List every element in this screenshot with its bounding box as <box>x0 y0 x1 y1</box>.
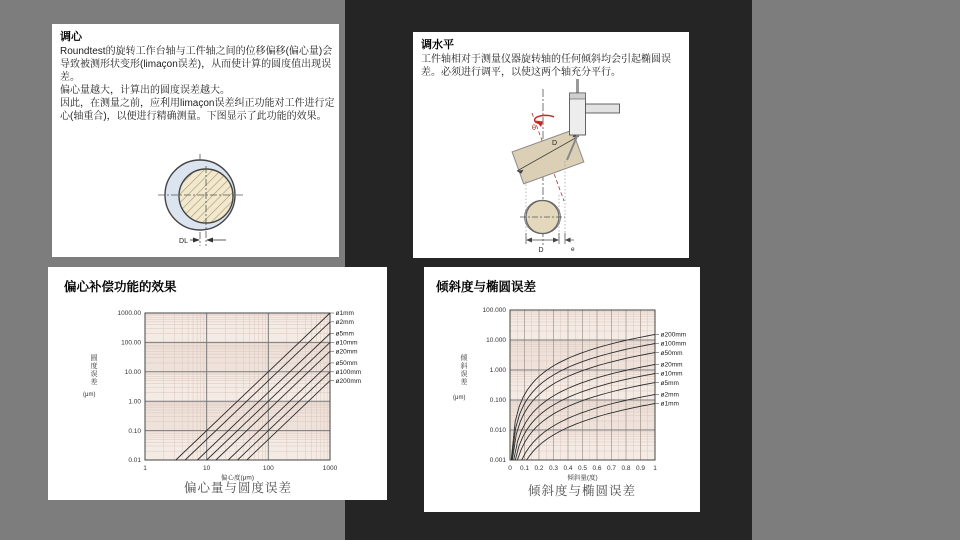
y-tick-label: 1000.00 <box>117 310 141 318</box>
section-body-leveling <box>413 53 689 79</box>
disc-diameter-label: D <box>552 140 558 147</box>
series-label: ø100mm <box>660 340 687 348</box>
offset-label: DL <box>179 238 188 245</box>
y-tick-label: 10.000 <box>486 337 506 345</box>
series-label: ø5mm <box>335 330 354 338</box>
tilt-angle-label: θ <box>531 123 536 132</box>
x-tick-label: 0.2 <box>534 465 544 472</box>
paragraph: 因此，在测量之前，应利用limaçon误差纠正功能对工件进行定心(轴重合)，以便进行精确测量。下图显示了此功能的效果。 <box>60 98 335 122</box>
x-tick-label: 1 <box>143 465 147 472</box>
series-label: ø50mm <box>660 349 683 357</box>
dim-arrow-left <box>193 238 200 243</box>
x-tick-label: 0.3 <box>548 465 559 472</box>
probe-shaft <box>576 79 579 93</box>
x-tick-label: 10 <box>203 465 211 472</box>
paragraph: 偏心量越大，计算出的圆度误差越大。 <box>60 85 230 96</box>
y-tick-label: 0.01 <box>128 457 141 465</box>
x-tick-label: 0.6 <box>592 465 602 472</box>
y-tick-label: 1.000 <box>489 367 506 375</box>
series-label: ø50mm <box>335 360 358 368</box>
y-tick-label: 0.010 <box>489 427 506 435</box>
series-label: ø20mm <box>335 348 358 356</box>
dim-arrow <box>565 238 571 243</box>
y-tick-label: 0.10 <box>128 427 141 435</box>
panel-leveling <box>413 32 689 258</box>
series-label: ø200mm <box>335 377 362 385</box>
x-axis-label: 倾斜量(度) <box>567 474 598 482</box>
series-label: ø100mm <box>335 369 362 376</box>
series-label: ø2mm <box>660 391 679 399</box>
x-tick-label: 0.7 <box>606 465 617 472</box>
y-tick-label: 1.00 <box>128 398 141 406</box>
y-axis-unit: (μm) <box>83 392 96 398</box>
series-label: ø5mm <box>660 379 679 387</box>
workpiece-section <box>526 201 559 234</box>
x-tick-label: 0.9 <box>635 465 646 472</box>
inclination-vs-ellipse-chart <box>424 303 700 483</box>
x-tick-label: 0.1 <box>519 465 530 472</box>
series-label: ø200mm <box>660 331 687 339</box>
section-body-centering <box>52 45 339 123</box>
bottom-diameter-label: D <box>538 247 544 254</box>
dim-arrow <box>553 238 559 243</box>
chart-caption-inclination: 倾斜度与椭圆误差 <box>527 484 636 498</box>
y-tick-label: 0.100 <box>489 397 506 405</box>
x-tick-label: 1000 <box>322 465 338 472</box>
tilted-disc <box>512 130 584 184</box>
chart-title-eccentricity: 偏心补偿功能的效果 <box>64 280 177 294</box>
y-axis-unit: (μm) <box>453 395 466 401</box>
y-tick-label: 100.00 <box>121 339 141 347</box>
series-label: ø10mm <box>660 370 683 378</box>
x-tick-label: 0 <box>508 465 512 472</box>
x-tick-label: 0.8 <box>621 465 631 472</box>
series-label: ø1mm <box>660 400 679 408</box>
leveling-diagram <box>413 77 689 258</box>
panel-centering <box>52 24 339 257</box>
eccentric-label: e <box>571 246 575 253</box>
chart-caption-eccentricity: 偏心量与圆度误差 <box>183 481 292 495</box>
paragraph: 工件轴相对于测量仪器旋转轴的任何倾斜均会引起椭圆误差。必须进行调平，以使这两个轴充分平行。 <box>421 54 671 78</box>
section-title-leveling: 调水平 <box>421 39 454 51</box>
series-label: ø10mm <box>335 339 358 347</box>
y-tick-label: 10.00 <box>124 369 141 376</box>
y-axis-label-vertical: 倾斜误差 <box>460 355 468 386</box>
paragraph: Roundtest的旋转工作台轴与工件轴之间的位移偏移(偏心量)会导致被测形状变形(limaçon误差)，从而使计算的圆度值出现误差。 <box>60 46 333 83</box>
dim-arrow <box>526 238 532 243</box>
centering-diagram <box>52 152 339 256</box>
panel-inclination-chart <box>424 267 700 512</box>
probe-cap <box>570 93 586 99</box>
x-tick-label: 100 <box>262 465 274 472</box>
panel-eccentricity-chart <box>48 267 387 500</box>
series-label: ø20mm <box>660 361 683 369</box>
x-tick-label: 0.5 <box>577 465 588 472</box>
series-label: ø2mm <box>335 319 354 327</box>
chart-title-inclination: 倾斜度与椭圆误差 <box>436 280 537 294</box>
y-axis-label-vertical: 圆度误差 <box>90 355 98 386</box>
probe-body <box>570 93 586 135</box>
x-axis-label: 偏心度(μm) <box>221 474 254 482</box>
series-label: ø1mm <box>335 310 354 318</box>
y-tick-label: 100.000 <box>482 307 506 315</box>
x-tick-label: 0.4 <box>563 465 573 472</box>
dim-arrow-right <box>206 238 213 243</box>
eccentricity-vs-roundness-chart <box>48 307 387 483</box>
section-title-centering: 调心 <box>60 31 82 43</box>
probe-arm <box>586 104 620 113</box>
y-tick-label: 0.001 <box>489 457 506 465</box>
x-tick-label: 1 <box>653 465 657 472</box>
